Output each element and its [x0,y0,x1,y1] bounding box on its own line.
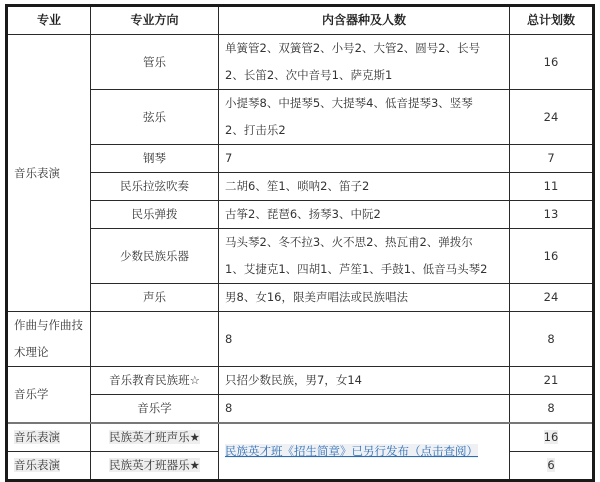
instruments-line: 2、长笛2、次中音号1、萨克斯1 [225,68,393,82]
header-major: 专业 [7,6,91,35]
table-row [7,284,594,312]
table-row [7,312,594,367]
table-row [7,423,594,452]
total-cell: 16 [510,35,594,90]
header-direction: 专业方向 [91,6,219,35]
major-cell-music-performance: 音乐表演 [7,35,91,312]
instruments-cell: 8 [219,395,510,424]
direction-cell: 钢琴 [91,145,219,173]
instruments-cell: 7 [219,145,510,173]
direction-cell: 民乐拉弦吹奏 [91,173,219,201]
table-row [7,145,594,173]
total-cell: 11 [510,173,594,201]
major-line: 作曲与作曲技 [14,318,83,332]
total-cell: 7 [510,145,594,173]
instruments-cell: 二胡6、笙1、唢呐2、笛子2 [219,173,510,201]
instruments-cell [219,229,510,284]
instruments-cell [219,90,510,145]
instruments-line: 2、打击乐2 [225,123,286,137]
header-instruments: 内含器种及人数 [219,6,510,35]
total-cell: 16 [510,423,594,452]
table-row [7,395,594,424]
total-cell: 8 [510,395,594,424]
total-cell: 24 [510,90,594,145]
major-cell-composition [7,312,91,367]
major-line: 术理论 [14,345,49,359]
major-cell-special: 音乐表演 [7,423,91,452]
instruments-line: 马头琴2、冬不拉3、火不思2、热瓦甫2、弹拨尔 [225,235,473,249]
major-cell-special: 音乐表演 [7,452,91,481]
instruments-line: 1、艾捷克1、四胡1、芦笙1、手鼓1、低音马头琴2 [225,262,488,276]
special-link-cell [219,423,510,481]
total-cell: 21 [510,367,594,395]
table-row [7,367,594,395]
direction-cell: 音乐教育民族班☆ [91,367,219,395]
table-row [7,173,594,201]
direction-cell: 民族英才班声乐★ [91,423,219,452]
direction-cell: 音乐学 [91,395,219,424]
direction-cell: 民乐弹拨 [91,201,219,229]
total-cell: 6 [510,452,594,481]
total-cell: 16 [510,229,594,284]
direction-cell: 声乐 [91,284,219,312]
enrollment-plan-table [5,4,595,482]
admission-brochure-link[interactable]: 民族英才班《招生简章》已另行发布（点击查阅） [225,444,478,458]
instruments-line: 小提琴8、中提琴5、大提琴4、低音提琴3、竖琴 [225,96,473,110]
header-total: 总计划数 [510,6,594,35]
instruments-cell [219,35,510,90]
table-row [7,201,594,229]
direction-cell: 弦乐 [91,90,219,145]
total-cell: 8 [510,312,594,367]
direction-cell [91,312,219,367]
table-row [7,229,594,284]
total-cell: 24 [510,284,594,312]
instruments-line: 单簧管2、双簧管2、小号2、大管2、圆号2、长号 [225,41,481,55]
direction-cell: 少数民族乐器 [91,229,219,284]
instruments-cell: 8 [219,312,510,367]
direction-cell: 管乐 [91,35,219,90]
instruments-cell: 古筝2、琵琶6、扬琴3、中阮2 [219,201,510,229]
total-cell: 13 [510,201,594,229]
major-cell-musicology: 音乐学 [7,367,91,424]
instruments-cell: 只招少数民族，男7，女14 [219,367,510,395]
instruments-cell: 男8、女16，限美声唱法或民族唱法 [219,284,510,312]
direction-cell: 民族英才班器乐★ [91,452,219,481]
table-row [7,90,594,145]
table-row [7,35,594,90]
table-header-row [7,6,594,35]
